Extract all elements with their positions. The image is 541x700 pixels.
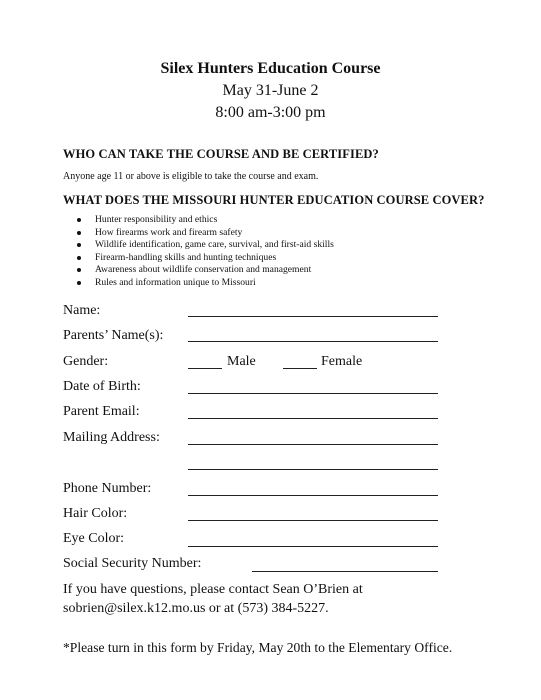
phone-label: Phone Number:	[63, 481, 152, 496]
bullet-icon	[77, 281, 81, 285]
course-times: 8:00 am-3:00 pm	[215, 104, 326, 121]
male-label: Male	[227, 354, 256, 369]
ssn-label: Social Security Number:	[63, 556, 202, 571]
topic-text: Awareness about wildlife conservation and management	[95, 264, 312, 276]
eligibility-text: Anyone age 11 or above is eligible to take the course and exam.	[63, 171, 319, 182]
dob-field[interactable]	[188, 393, 438, 394]
female-label: Female	[321, 354, 363, 369]
list-item	[77, 214, 334, 227]
mailing-field-1[interactable]	[188, 444, 438, 445]
phone-field[interactable]	[188, 495, 438, 496]
bullet-icon	[77, 243, 81, 247]
name-field[interactable]	[188, 316, 438, 317]
list-item	[77, 264, 334, 277]
ssn-field[interactable]	[252, 571, 438, 572]
hair-field[interactable]	[188, 520, 438, 521]
eye-label: Eye Color:	[63, 531, 125, 546]
topic-text: Rules and information unique to Missouri	[95, 276, 256, 288]
bullet-icon	[77, 218, 81, 222]
course-title: Silex Hunters Education Course	[160, 60, 381, 77]
contact-line-2: sobrien@silex.k12.mo.us or at (573) 384-5227.	[63, 601, 329, 616]
parent-email-label: Parent Email:	[63, 404, 140, 419]
mailing-field-2[interactable]	[188, 469, 438, 470]
what-heading: WHAT DOES THE MISSOURI HUNTER EDUCATION COURSE COVER?	[63, 193, 485, 207]
list-item	[77, 239, 334, 252]
name-label: Name:	[63, 303, 101, 318]
parents-label: Parents’ Name(s):	[63, 328, 164, 343]
list-item	[77, 227, 334, 240]
bullet-icon	[77, 268, 81, 272]
contact-line-1: If you have questions, please contact Sean O’Brien at	[63, 582, 363, 597]
topics-list	[77, 214, 334, 290]
parent-email-field[interactable]	[188, 418, 438, 419]
eye-field[interactable]	[188, 546, 438, 547]
bullet-icon	[77, 256, 81, 260]
list-item	[77, 277, 334, 290]
gender-label: Gender:	[63, 354, 109, 369]
male-blank[interactable]	[188, 368, 222, 369]
bullet-icon	[77, 231, 81, 235]
mailing-label: Mailing Address:	[63, 430, 160, 445]
topic-text: Wildlife identification, game care, survival, and first-aid skills	[95, 239, 334, 251]
dob-label: Date of Birth:	[63, 379, 141, 394]
topic-text: Hunter responsibility and ethics	[95, 214, 218, 225]
hair-label: Hair Color:	[63, 506, 128, 521]
who-heading: WHO CAN TAKE THE COURSE AND BE CERTIFIED?	[63, 147, 379, 161]
parents-field[interactable]	[188, 341, 438, 342]
topic-text: How firearms work and firearm safety	[95, 226, 243, 238]
topic-text: Firearm-handling skills and hunting techniques	[95, 251, 277, 263]
turn-in-note: *Please turn in this form by Friday, May 20th to the Elementary Office.	[63, 640, 453, 655]
female-blank[interactable]	[283, 368, 317, 369]
course-dates: May 31-June 2	[222, 82, 319, 99]
list-item	[77, 252, 334, 265]
